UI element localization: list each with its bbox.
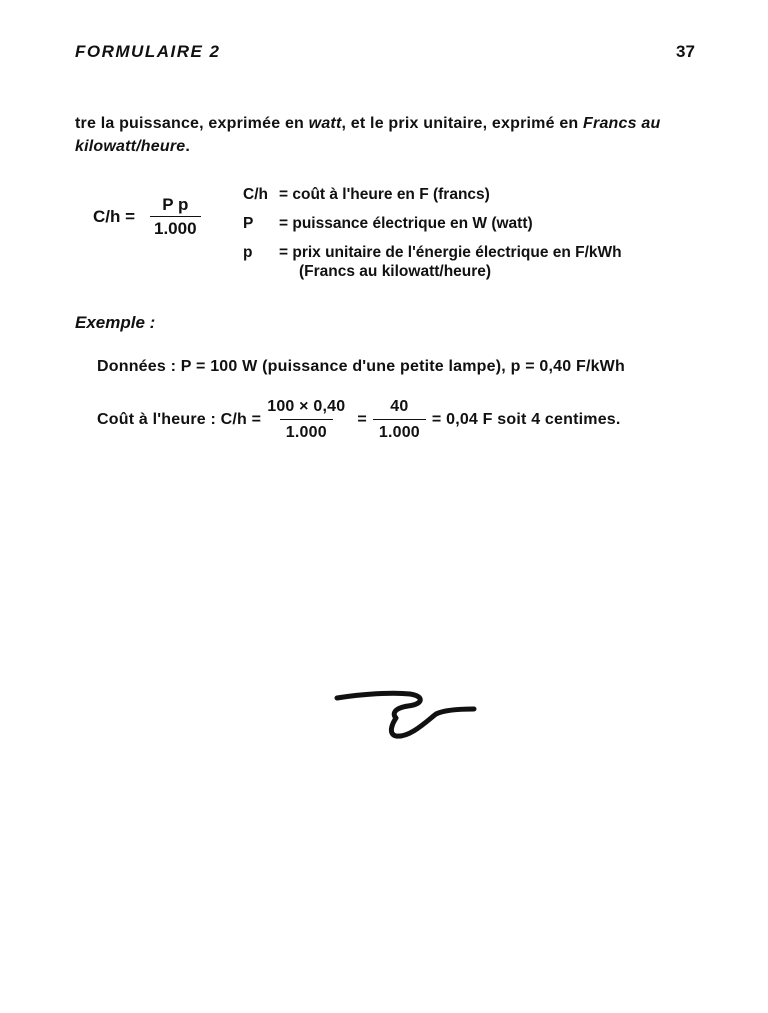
formula-fraction: [150, 195, 201, 239]
example-donnees: Données : P = 100 W (puissance d'une petite lampe), p = 0,40 F/kWh: [97, 358, 625, 375]
legend-text: = prix unitaire de l'énergie électrique en F/kWh: [279, 244, 622, 261]
cout-fraction-2-numerator: 40: [390, 398, 409, 415]
intro-watt: watt: [308, 115, 342, 132]
legend-symbol: p: [243, 244, 253, 261]
cout-prefix: Coût à l'heure : C/h =: [97, 411, 262, 428]
formula-numerator: P p: [162, 195, 189, 214]
intro-end: .: [185, 138, 191, 155]
legend-symbol: P: [243, 215, 254, 232]
cout-result: = 0,04 F soit 4 centimes.: [431, 411, 621, 428]
formula-lhs: C/h =: [93, 207, 136, 226]
intro-kilowatt-heure: kilowatt/heure: [75, 138, 186, 155]
formula-legend: [243, 180, 622, 283]
cout-fraction-2: [373, 398, 426, 442]
legend-row-ch: [243, 180, 622, 209]
intro-text-1: tre la puissance, exprimée en: [75, 115, 309, 132]
example-cout-calculation: [97, 398, 621, 442]
legend-symbol: C/h: [243, 186, 268, 203]
intro-francs-au: Francs au: [583, 115, 661, 132]
example-heading: Exemple :: [75, 313, 156, 332]
cout-fraction-1: [261, 398, 351, 442]
cout-fraction-1-numerator: 100 × 0,40: [267, 398, 346, 415]
formula-denominator: 1.000: [150, 216, 201, 239]
equals-sign: =: [357, 411, 367, 428]
intro-paragraph: [75, 112, 725, 158]
legend-continuation: (Francs au kilowatt/heure): [299, 263, 492, 280]
end-flourish-mark: [332, 684, 482, 744]
legend-row-P: [243, 209, 622, 238]
intro-text-2: , et le prix unitaire, exprimé en: [341, 115, 584, 132]
running-header-title: FORMULAIRE 2: [75, 42, 221, 61]
legend-text: = coût à l'heure en F (francs): [279, 186, 490, 203]
cout-fraction-2-denominator: 1.000: [373, 419, 426, 442]
cout-fraction-1-denominator: 1.000: [280, 419, 333, 442]
legend-text: = puissance électrique en W (watt): [279, 215, 533, 232]
page-number: 37: [676, 42, 695, 61]
